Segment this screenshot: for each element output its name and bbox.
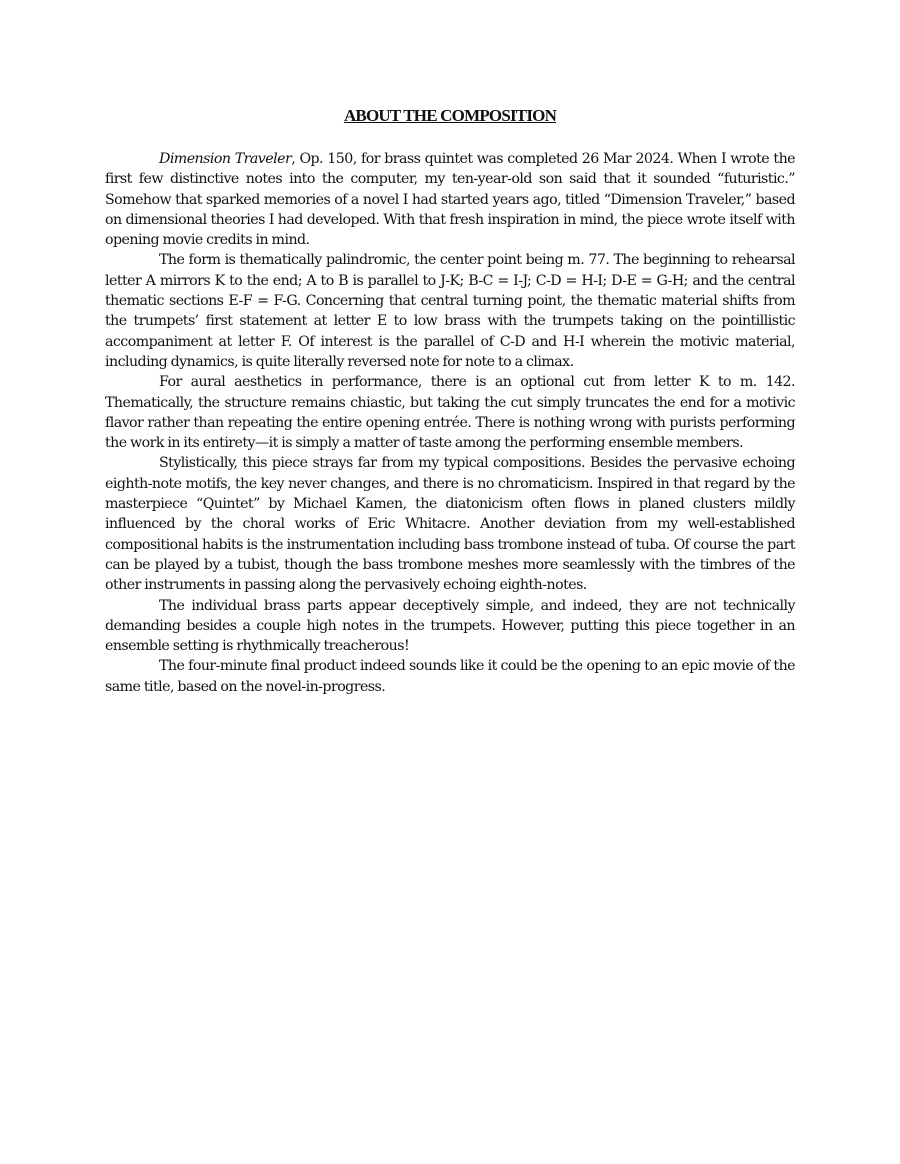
- paragraph-1: [105, 149, 795, 250]
- composition-title-italic: Dimension Traveler: [159, 151, 292, 167]
- paragraph-1-text: , Op. 150, for brass quintet was completed 26 Mar 2024. When I wrote the first few distinctive notes into the computer, my ten-year-old son said that it sounded “futuristic.” Somehow that sparked memories of a novel I had started years ago, titled “Dimension Traveler,” based on dimensional theories I had developed. With that fresh inspiration in mind, the piece wrote itself with opening movie credits in mind.: [105, 151, 796, 249]
- page-title: ABOUT THE COMPOSITION: [343, 106, 557, 125]
- paragraph-5: The individual brass parts appear deceptively simple, and indeed, they are not technically demanding besides a couple high notes in the trumpets. However, putting this piece together in an ensemble setting is rhythmically treacherous!: [105, 597, 795, 655]
- paragraph-3: For aural aesthetics in performance, there is an optional cut from letter K to m. 142. Thematically, the structure remains chiastic, but taking the cut simply truncates the end for a motivic flavor rather than repeating the entire opening entrée. There is nothing wrong with purists performing the work in its entirety—it is simply a matter of taste among the performing ensemble members.: [105, 374, 795, 452]
- document-body: [105, 149, 795, 697]
- paragraph-2: The form is thematically palindromic, the center point being m. 77. The beginning to rehearsal letter A mirrors K to the end; A to B is parallel to J-K; B-C = I-J; C-D = H-I; D-E = G-H; and the central thematic sections E-F = F-G. Concerning that central turning point, the thematic material shifts from the trumpets’ first statement at letter E to low brass with the trumpets taking on the pointillistic accompaniment at letter F. Of interest is the parallel of C-D and H-I wherein the motivic material, including dynamics, is quite literally reversed note for note to a climax.: [105, 252, 795, 370]
- paragraph-4: Stylistically, this piece strays far from my typical compositions. Besides the pervasive echoing eighth-note motifs, the key never changes, and there is no chromaticism. Inspired in that regard by the masterpiece “Quintet” by Michael Kamen, the diatonicism often flows in planed clusters mildly influenced by the choral works of Eric Whitacre. Another deviation from my well-established compositional habits is the instrumentation including bass trombone instead of tuba. Of course the part can be played by a tubist, though the bass trombone meshes more seamlessly with the timbres of the other instruments in passing along the pervasively echoing eighth-notes.: [105, 455, 795, 594]
- paragraph-6: The four-minute final product indeed sounds like it could be the opening to an epic movie of the same title, based on the novel-in-progress.: [105, 658, 795, 695]
